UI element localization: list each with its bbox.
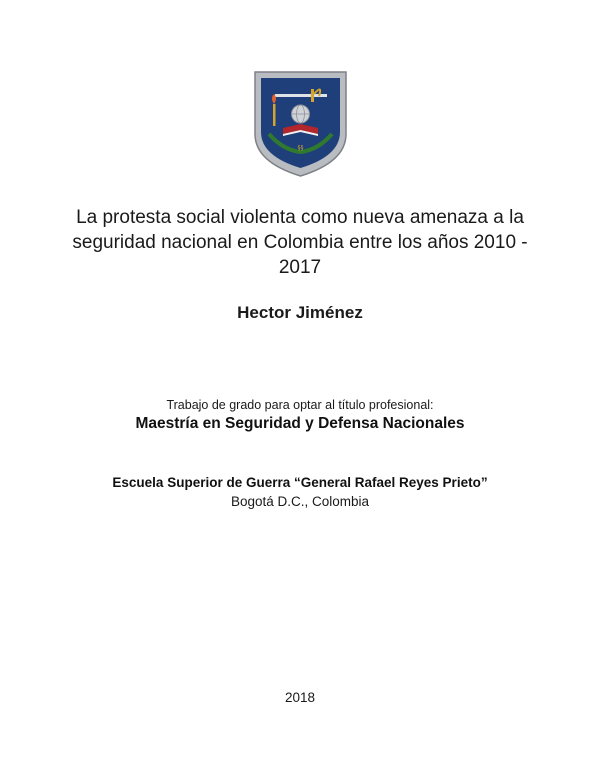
institution-name: Escuela Superior de Guerra “General Rafael Reyes Prieto” <box>112 475 488 490</box>
author-name: Hector Jiménez <box>237 303 363 322</box>
document-title: La protesta social violenta como nueva amenaza a la seguridad nacional en Colombia entre los años 2010 - 2017 <box>72 207 528 278</box>
degree-intro: Trabajo de grado para optar al título profesional: <box>166 398 434 412</box>
location: Bogotá D.C., Colombia <box>230 494 370 509</box>
publication-year: 2018 <box>284 690 316 705</box>
degree-name: Maestría en Seguridad y Defensa Nacionales <box>135 415 465 432</box>
svg-text:§§: §§ <box>297 145 304 152</box>
institution-crest-icon <box>253 70 348 178</box>
